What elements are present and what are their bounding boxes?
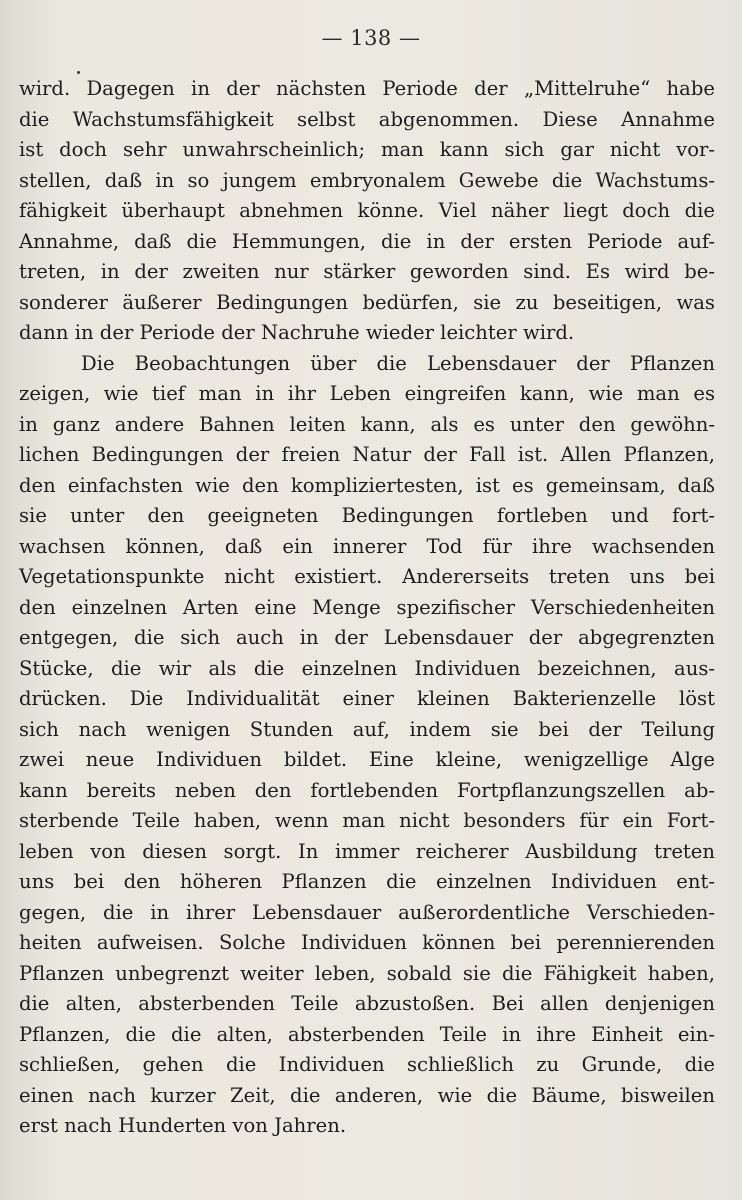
text-line: den einfachsten wie den kompliziertesten, ist es gemeinsam, daß [19, 473, 715, 497]
paragraph-1 [19, 74, 715, 349]
text-line: drücken. Die Individualität einer kleinen Bakterienzelle löst [19, 687, 715, 710]
text-line: einen nach kurzer Zeit, die anderen, wie die Bäume, bisweilen [19, 1083, 715, 1107]
text-line: sonderer äußerer Bedingungen bedürfen, sie zu beseitigen, was [19, 290, 715, 314]
text-line: die Wachstumsfähigkeit selbst abgenommen. Diese Annahme [19, 107, 715, 131]
text-line: dann in der Periode der Nachruhe wieder leichter wird. [19, 321, 575, 344]
text-line: Die Beobachtungen über die Lebensdauer der Pflanzen [81, 351, 715, 375]
text-line: sie unter den geeigneten Bedingungen fortleben und fort- [19, 504, 715, 527]
body-text [19, 74, 715, 1142]
text-line: wird. Dagegen in der nächsten Periode der „Mittelruhe“ habe [19, 77, 715, 100]
text-line: treten, in der zweiten nur stärker geworden sind. Es wird be- [19, 260, 715, 283]
text-line: Annahme, daß die Hemmungen, die in der ersten Periode auf- [19, 229, 715, 253]
text-line: kann bereits neben den fortlebenden Fortpflanzungszellen ab- [19, 778, 715, 802]
text-line: stellen, daß in so jungem embryonalem Gewebe die Wachstums- [19, 168, 715, 192]
text-line: uns bei den höheren Pflanzen die einzelnen Individuen ent- [19, 870, 715, 893]
text-line: Pflanzen, die die alten, absterbenden Teile in ihre Einheit ein- [19, 1022, 715, 1046]
text-line: Vegetationspunkte nicht existiert. Andererseits treten uns bei [19, 565, 715, 588]
text-line: den einzelnen Arten eine Menge spezifischer Verschiedenheiten [19, 595, 715, 619]
text-line: Pflanzen unbegrenzt weiter leben, sobald sie die Fähigkeit haben, [19, 961, 715, 985]
text-line: gegen, die in ihrer Lebensdauer außerordentliche Verschieden- [19, 900, 715, 924]
text-line: erst nach Hunderten von Jahren. [19, 1114, 347, 1137]
text-line: die alten, absterbenden Teile abzustoßen. Bei allen denjenigen [19, 992, 715, 1015]
text-line: entgegen, die sich auch in der Lebensdauer der abgegrenzten [19, 626, 715, 649]
text-line: heiten aufweisen. Solche Individuen können bei perennierenden [19, 931, 715, 954]
text-line: leben von diesen sorgt. In immer reicherer Ausbildung treten [19, 839, 715, 863]
text-line: wachsen können, daß ein innerer Tod für ihre wachsenden [19, 534, 715, 558]
page-number: — 138 — [321, 26, 421, 50]
text-line: ist doch sehr unwahrscheinlich; man kann sich gar nicht vor- [19, 138, 715, 161]
text-line: in ganz andere Bahnen leiten kann, als es unter den gewöhn- [19, 412, 715, 436]
text-line: schließen, gehen die Individuen schließlich zu Grunde, die [19, 1053, 715, 1076]
paragraph-2 [19, 349, 715, 1142]
text-line: fähigkeit überhaupt abnehmen könne. Viel näher liegt doch die [19, 199, 715, 222]
text-line: lichen Bedingungen der freien Natur der Fall ist. Allen Pflanzen, [19, 443, 715, 466]
text-line: sich nach wenigen Stunden auf, indem sie bei der Teilung [19, 717, 715, 741]
text-line: Stücke, die wir als die einzelnen Individuen bezeichnen, aus- [19, 656, 715, 680]
text-line: sterbende Teile haben, wenn man nicht besonders für ein Fort- [19, 809, 715, 832]
text-line: zwei neue Individuen bildet. Eine kleine, wenigzellige Alge [19, 748, 715, 771]
text-line: zeigen, wie tief man in ihr Leben eingreifen kann, wie man es [19, 382, 715, 405]
